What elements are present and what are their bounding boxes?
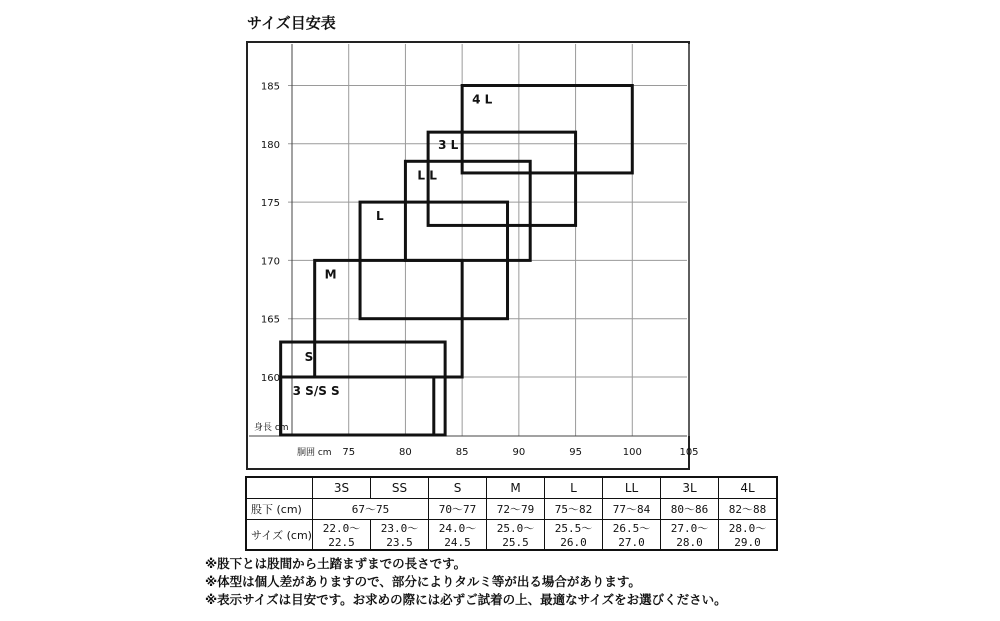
x-tick-label: 75 [342, 447, 356, 458]
table-row [246, 520, 777, 551]
table-body [246, 499, 777, 551]
table-cell: 26.5〜27.0 [603, 520, 661, 551]
y-tick-label: 185 [260, 81, 280, 93]
table-cell: 24.0〜24.5 [429, 520, 487, 551]
y-tick-label: 170 [260, 256, 280, 268]
size-region-label: L L [417, 168, 437, 183]
y-tick-label: 175 [260, 198, 280, 210]
size-region-label: M [324, 267, 337, 282]
table-cell: 25.0〜25.5 [487, 520, 545, 551]
y-axis-label: 身長 cm [254, 423, 289, 433]
y-tick-label: 180 [260, 139, 280, 151]
size-region-label: 3 S/S S [292, 384, 340, 398]
table-header-cell: M [487, 477, 545, 499]
x-tick-label: 90 [512, 447, 526, 458]
table-cell: 77〜84 [603, 499, 661, 520]
table-header-cell: 3S [313, 477, 371, 499]
table-row-header: サイズ (cm) [246, 520, 313, 551]
size-region-label: 4 L [472, 92, 493, 107]
notes [205, 555, 727, 609]
size-region-label: S [304, 350, 314, 365]
table-header-cell: L [545, 477, 603, 499]
table-header-cell: 3L [661, 477, 719, 499]
note-line: ※股下とは股間から土踏まずまでの長さです。 [205, 556, 467, 571]
table-cell: 70〜77 [429, 499, 487, 520]
x-tick-label: 100 [622, 447, 642, 458]
table-cell: 67〜75 [313, 499, 429, 520]
table-cell: 75〜82 [545, 499, 603, 520]
table-cell: 72〜79 [487, 499, 545, 520]
table-cell: 80〜86 [661, 499, 719, 520]
table-cell: 23.0〜23.5 [371, 520, 429, 551]
x-tick-label: 85 [455, 447, 469, 458]
size-table [245, 476, 778, 551]
table-corner-cell [246, 477, 313, 499]
y-tick-label: 165 [260, 314, 280, 326]
chart-frame [247, 42, 689, 469]
note-line: ※表示サイズは目安です。お求めの際には必ずご試着の上、最適なサイズをお選びください。 [205, 592, 727, 607]
table-cell: 27.0〜28.0 [661, 520, 719, 551]
table-row-header: 股下 (cm) [246, 499, 313, 520]
chart-title: サイズ目安表 [247, 14, 336, 32]
table-cell: 28.0〜29.0 [719, 520, 778, 551]
table-header-cell: SS [371, 477, 429, 499]
size-region-label: 3 L [438, 138, 459, 153]
x-tick-label: 105 [679, 447, 699, 458]
table-cell: 22.0〜22.5 [313, 520, 371, 551]
table-header-row [246, 477, 777, 499]
size-region-label: L [376, 209, 384, 224]
table-header-cell: LL [603, 477, 661, 499]
note-line: ※体型は個人差がありますので、部分によりタルミ等が出る場合があります。 [205, 574, 641, 589]
y-tick-label: 160 [260, 373, 280, 384]
table-cell: 25.5〜26.0 [545, 520, 603, 551]
table-header-cell: S [429, 477, 487, 499]
table-header-cell: 4L [719, 477, 778, 499]
x-tick-label: 80 [399, 447, 412, 458]
table-row [246, 499, 777, 520]
x-axis-label: 胴囲 cm [297, 448, 332, 458]
table-cell: 82〜88 [719, 499, 778, 520]
x-tick-label: 95 [569, 447, 582, 458]
